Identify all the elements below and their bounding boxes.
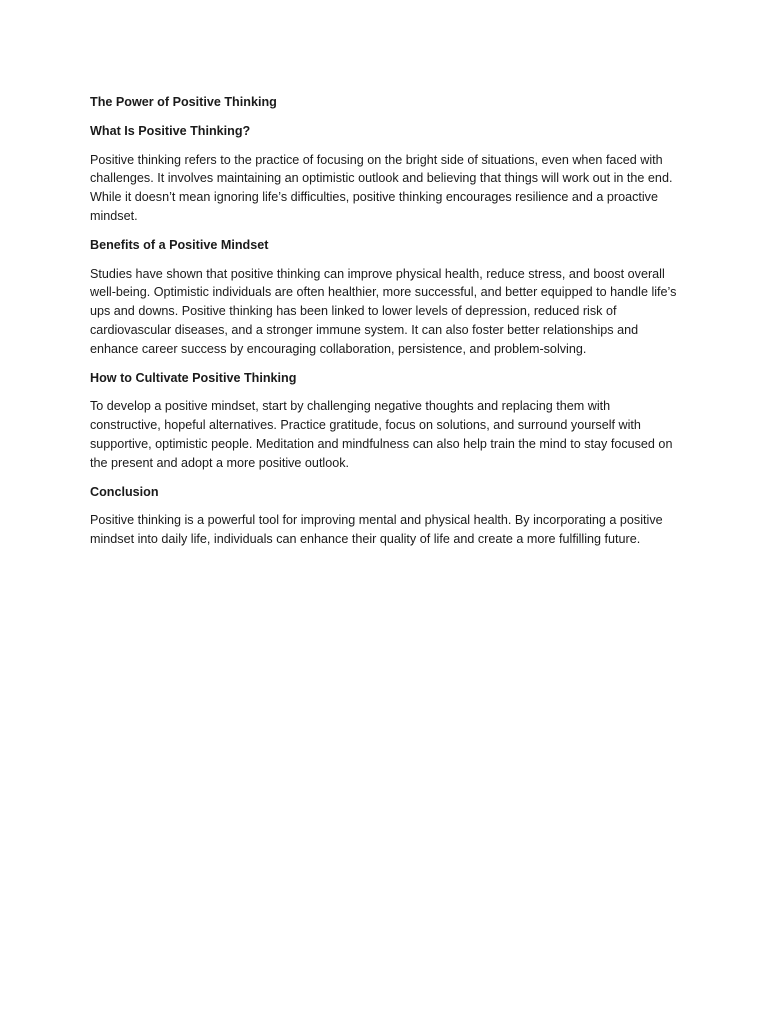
section-heading: Conclusion	[90, 484, 159, 499]
section-how-to	[90, 369, 680, 473]
section-what-is	[90, 122, 680, 226]
section-body: Positive thinking refers to the practice of focusing on the bright side of situations, even when faced with challenges. It involves maintaining an optimistic outlook and believing that things will work out in the end. While it doesn’t mean ignoring life’s difficulties, positive thinking encourages resilience and a proactive mindset.	[90, 152, 673, 223]
section-heading: Benefits of a Positive Mindset	[90, 237, 269, 252]
section-body: Studies have shown that positive thinking can improve physical health, reduce stress, and boost overall well-being. Optimistic individuals are often healthier, more successful, and better equipped to handle life’s ups and downs. Positive thinking has been linked to lower levels of depression, reduced risk of cardiovascular diseases, and a stronger immune system. It can also foster better relationships and enhance career success by encouraging collaboration, persistence, and problem-solving.	[90, 266, 677, 356]
section-heading: What Is Positive Thinking?	[90, 123, 251, 138]
section-heading: How to Cultivate Positive Thinking	[90, 370, 297, 385]
section-body: Positive thinking is a powerful tool for improving mental and physical health. By incorporating a positive mindset into daily life, individuals can enhance their quality of life and create a more fulfilling future.	[90, 513, 663, 547]
document-title: The Power of Positive Thinking	[90, 95, 277, 109]
section-body: To develop a positive mindset, start by challenging negative thoughts and replacing them with constructive, hopeful alternatives. Practice gratitude, focus on solutions, and surround yourself with supportive, optimistic people. Meditation and mindfulness can also help train the mind to stay focused on the present and adopt a more positive outlook.	[90, 399, 673, 470]
section-conclusion	[90, 483, 680, 549]
document-page	[90, 93, 680, 559]
section-benefits	[90, 236, 680, 359]
